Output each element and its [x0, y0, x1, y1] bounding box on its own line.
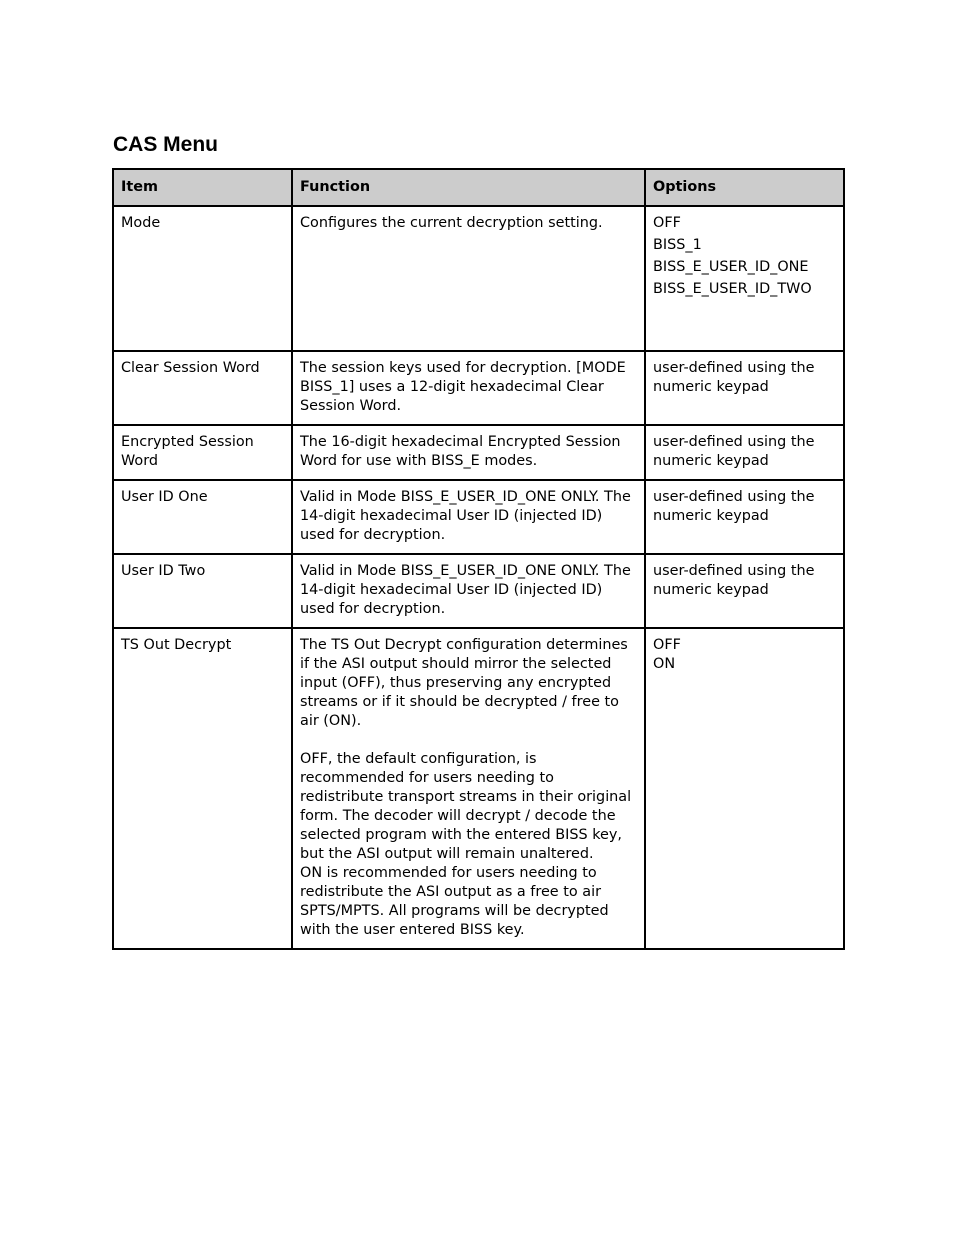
row-item: User ID Two: [113, 554, 292, 628]
row-function: [292, 351, 645, 425]
option-value: BISS_1: [653, 237, 702, 253]
row-function: [292, 554, 645, 628]
row-function: [292, 480, 645, 554]
row-options: [645, 554, 844, 628]
page-title: CAS Menu: [113, 133, 218, 156]
function-text: Valid in Mode BISS_E_USER_ID_ONE ONLY. The 14-digit hexadecimal User ID (injected ID) used for decryption.: [300, 563, 631, 617]
table-row: [113, 554, 844, 628]
table-row: [113, 351, 844, 425]
row-item: Clear Session Word: [113, 351, 292, 425]
function-text: ON is recommended for users needing to redistribute the ASI output as a free to air SPTS/MPTS. All programs will be decrypted with the user entered BISS key.: [300, 865, 609, 938]
option-value: user-defined using the numeric keypad: [653, 563, 815, 598]
paragraph-spacer: [300, 731, 638, 750]
function-text: The TS Out Decrypt configuration determines if the ASI output should mirror the selected input (OFF), thus preserving any encrypted streams or if it should be decrypted / free to air (ON).: [300, 637, 628, 729]
header-options: Options: [645, 169, 844, 206]
table-row: [113, 425, 844, 480]
option-value: user-defined using the numeric keypad: [653, 434, 815, 469]
option-value: ON: [653, 656, 676, 672]
row-options: [645, 425, 844, 480]
row-item: Mode: [113, 206, 292, 351]
row-options: [645, 206, 844, 351]
function-text: Valid in Mode BISS_E_USER_ID_ONE ONLY. The 14-digit hexadecimal User ID (injected ID) used for decryption.: [300, 489, 631, 543]
header-item: Item: [113, 169, 292, 206]
row-item: Encrypted Session Word: [113, 425, 292, 480]
option-value: BISS_E_USER_ID_ONE: [653, 259, 809, 275]
cas-menu-table: [112, 168, 845, 950]
function-text: OFF, the default configuration, is recommended for users needing to redistribute transport streams in their original form. The decoder will decrypt / decode the selected program with the entered BISS key, but the ASI output will remain unaltered.: [300, 751, 632, 862]
row-options: [645, 351, 844, 425]
row-item: User ID One: [113, 480, 292, 554]
row-options: [645, 628, 844, 949]
row-function: [292, 628, 645, 949]
header-function: Function: [292, 169, 645, 206]
row-item: TS Out Decrypt: [113, 628, 292, 949]
table-header-row: [113, 169, 844, 206]
option-value: OFF: [653, 215, 681, 231]
function-text: The 16-digit hexadecimal Encrypted Session Word for use with BISS_E modes.: [300, 434, 621, 469]
row-function: [292, 425, 645, 480]
option-value: user-defined using the numeric keypad: [653, 360, 815, 395]
row-options: [645, 480, 844, 554]
option-value: user-defined using the numeric keypad: [653, 489, 815, 524]
table-row: [113, 628, 844, 949]
option-value: OFF: [653, 637, 681, 653]
row-function: [292, 206, 645, 351]
function-text: The session keys used for decryption. [MODE BISS_1] uses a 12-digit hexadecimal Clear Session Word.: [300, 360, 626, 414]
table-row: [113, 480, 844, 554]
option-value: BISS_E_USER_ID_TWO: [653, 281, 812, 297]
function-text: Configures the current decryption setting.: [300, 215, 603, 231]
table-row: [113, 206, 844, 351]
